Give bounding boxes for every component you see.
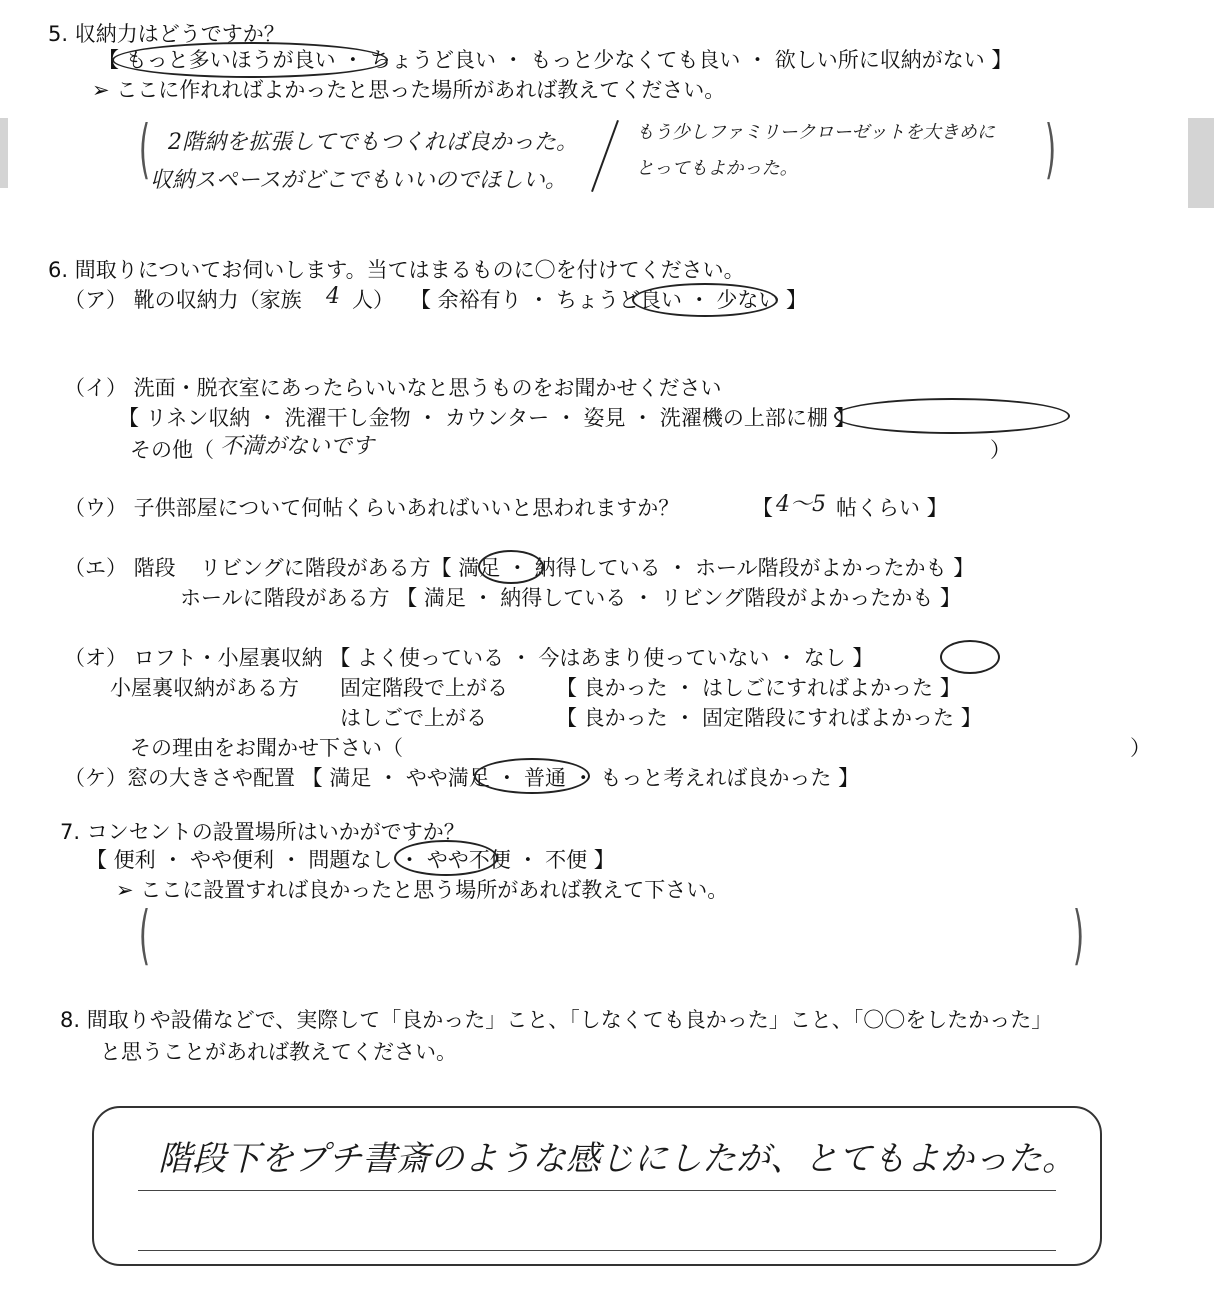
q8-title-line2: と思うことがあれば教えてください。 [100, 1040, 457, 1064]
q6-a-options: 【 余裕有り ・ ちょうど良い ・ 少ない 】 [410, 288, 808, 312]
q5-answer-divider [591, 120, 619, 192]
q5-answer-close-paren: ) [1044, 113, 1057, 187]
q6-i-label: （イ） 洗面・脱衣室にあったらいいなと思うものをお聞かせください [64, 376, 722, 400]
q8-title: 8. 間取りや設備などで、実際して「良かった」こと、「しなくても良かった」こと、「〇〇をしたかった」 [60, 1008, 1053, 1032]
q5-answer-right2: とってもよかった。 [636, 158, 798, 179]
q6-title: 6. 間取りについてお伺いします。当てはまるものに〇を付けてください。 [48, 258, 745, 282]
q6-o-fixed: 固定階段で上がる [340, 676, 508, 700]
q6-a-circle-mark [632, 283, 778, 317]
q5-answer-line2: 収納スペースがどこでもいいのでほしい。 [150, 168, 567, 193]
q6-e-label: （エ） 階段 [64, 556, 176, 580]
q6-o-ladder-opts: 【 良かった ・ 固定階段にすればよかった 】 [556, 706, 982, 730]
q6-a-label: （ア） 靴の収納力（家族 [64, 288, 302, 312]
q6-o-circle-mark [940, 640, 1000, 674]
q7-title: 7. コンセントの設置場所はいかがですか？ [60, 820, 465, 844]
q7-prompt: ➢ ここに設置すれば良かったと思う場所があれば教えて下さい。 [116, 878, 729, 902]
q7-answer-close-paren: ) [1072, 899, 1085, 973]
q6-u-value: 4〜5 [776, 492, 826, 517]
q6-u-suffix: 帖くらい 】 [836, 496, 948, 520]
q6-o-ladder: はしごで上がる [340, 706, 487, 730]
q6-o-reason: その理由をお聞かせ下さい（ [130, 736, 403, 760]
q8-answer-rule-2 [138, 1250, 1056, 1251]
q8-answer-rule-1 [138, 1190, 1056, 1191]
q6-ke-circle-mark [474, 758, 590, 794]
q5-prompt: ➢ ここに作れればよかったと思った場所があれば教えてください。 [92, 78, 726, 102]
q6-a-family-count: 4 [326, 284, 340, 309]
q7-circle-mark [394, 840, 498, 876]
q6-o-reason-close: ） [1130, 736, 1151, 760]
q5-title: 5. 収納力はどうですか？ [48, 22, 285, 46]
q6-e-living: リビングに階段がある方【 満足 ・ 納得している ・ ホール階段がよかったかも 】 [200, 556, 975, 580]
q6-e-hall: ホールに階段がある方 【 満足 ・ 納得している ・ リビング階段がよかったかも 】 [180, 586, 961, 610]
q6-o-label: （オ） ロフト・小屋裏収納 【 よく使っている ・ 今はあまり使っていない ・ なし 】 [64, 646, 874, 670]
q6-u-bracket-open: 【 [752, 496, 773, 520]
q5-answer-right1: もう少しファミリークローゼットを大きめに [636, 122, 995, 143]
q6-ke-label: （ケ）窓の大きさや配置 【 満足 ・ やや満足 ・ 普通 ・ もっと考えれば良かった 】 [64, 766, 860, 790]
q5-options: 【 もっと多いほうが良い ・ ちょうど良い ・ もっと少なくても良い ・ 欲しい所に収納がない 】 [98, 48, 1013, 72]
q6-i-circle-mark [834, 398, 1070, 434]
q5-answer-line1: 2階納を拡張してでもつくれば良かった。 [168, 130, 578, 155]
q8-answer-box [92, 1106, 1102, 1266]
q5-circle-mark [112, 42, 388, 78]
q7-options: 【 便利 ・ やや便利 ・ 問題なし ・ やや不便 ・ 不便 】 [86, 848, 615, 872]
q6-u-label: （ウ） 子供部屋について何帖くらいあればいいと思われますか？ [64, 496, 680, 520]
bleed-through-mark [0, 118, 8, 188]
q7-answer-open-paren: ( [138, 899, 151, 973]
q6-o-fixed-opts: 【 良かった ・ はしごにすればよかった 】 [556, 676, 961, 700]
q6-e-circle-mark [478, 550, 544, 584]
q6-a-family-unit: 人） [352, 288, 394, 312]
q6-o-attic: 小屋裏収納がある方 [110, 676, 299, 700]
q6-i-other-close: ） [990, 438, 1011, 462]
q8-answer-text: 階段下をプチ書斎のような感じにしたが、とてもよかった。 [158, 1139, 1076, 1179]
q5-answer-open-paren: ( [138, 113, 151, 187]
q6-i-other-value: 不満がないです [220, 434, 375, 459]
bleed-through-mark [1188, 118, 1214, 208]
q6-i-options: 【 リネン収納 ・ 洗濯干し金物 ・ カウンター ・ 姿見 ・ 洗濯機の上部に棚 】 [118, 406, 856, 430]
q6-i-other-label: その他（ [130, 438, 214, 462]
